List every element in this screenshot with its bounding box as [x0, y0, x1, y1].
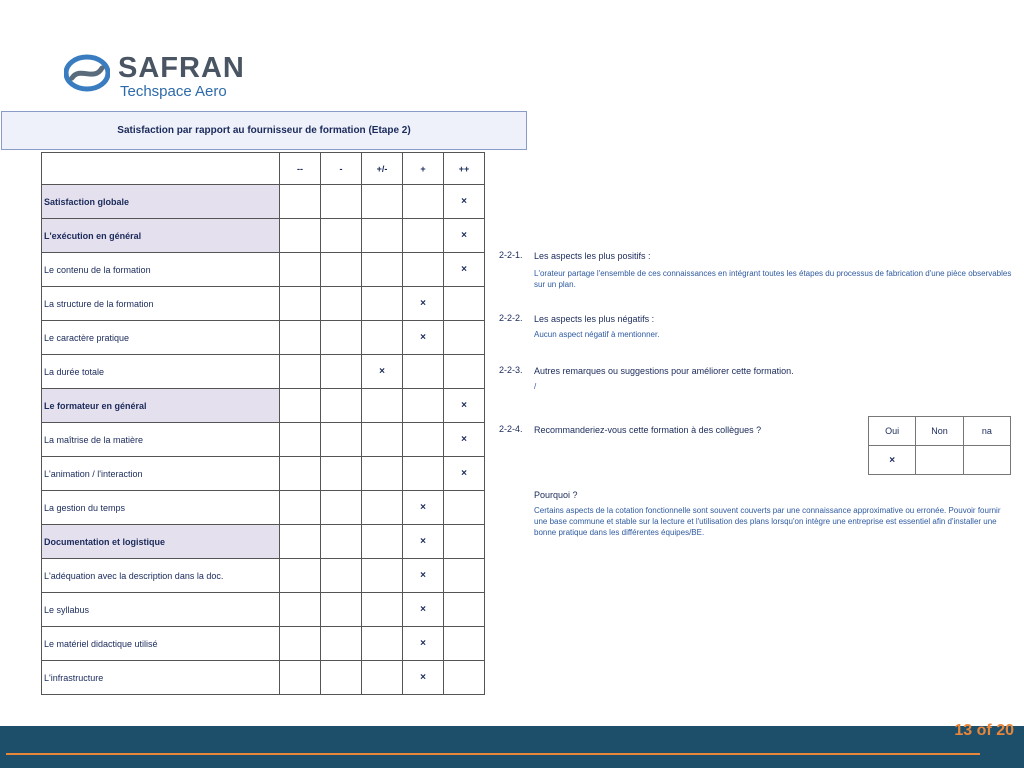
table-row: [42, 389, 485, 423]
rating-cell: ×: [444, 457, 485, 491]
rating-cell: [403, 253, 444, 287]
rating-cell: [362, 253, 403, 287]
header-very-negative: --: [280, 153, 321, 185]
rating-cell: [280, 661, 321, 695]
rating-cell: [321, 491, 362, 525]
question-title: Autres remarques ou suggestions pour améliorer cette formation.: [534, 366, 794, 376]
rating-cell: [444, 525, 485, 559]
rating-cell: [280, 253, 321, 287]
recommend-yes-header: Oui: [869, 417, 916, 446]
rating-cell: [280, 389, 321, 423]
rating-cell: ×: [403, 593, 444, 627]
rating-cell: [321, 185, 362, 219]
rating-cell: [280, 219, 321, 253]
rating-cell: [444, 593, 485, 627]
rating-cell: ×: [444, 219, 485, 253]
rating-cell: ×: [403, 491, 444, 525]
row-label: La durée totale: [42, 355, 280, 389]
rating-cell: [403, 457, 444, 491]
logo-name: SAFRAN: [118, 52, 245, 84]
rating-cell: [321, 457, 362, 491]
row-label: Le formateur en général: [42, 389, 280, 423]
rating-cell: ×: [444, 423, 485, 457]
table-row: [42, 457, 485, 491]
rating-cell: [321, 661, 362, 695]
rating-cell: [444, 287, 485, 321]
rating-cell: [362, 185, 403, 219]
rating-cell: [321, 423, 362, 457]
question-number: 2-2-1.: [499, 250, 523, 260]
table-row: [42, 321, 485, 355]
rating-cell: ×: [444, 185, 485, 219]
why-answer: Certains aspects de la cotation fonctionnelle sont souvent couverts par une connaissance approximative ou erronée. Pouvoir fournir une base commune et stable sur la lecture et l'utilisation des plans lorsqu'on intègre une entreprise est essentiel afin d'installer une bonne pratique dans les différentes équipes/BE.: [534, 506, 1001, 537]
row-label: L'exécution en général: [42, 219, 280, 253]
section-title: Satisfaction par rapport au fournisseur de formation (Etape 2): [117, 125, 411, 136]
recommend-yes-mark: ×: [869, 446, 916, 475]
rating-cell: [444, 355, 485, 389]
question-answer: L'orateur partage l'ensemble de ces connaissances en intégrant toutes les étapes du processus de fabrication d'une pièce observables sur un plan.: [534, 269, 1012, 289]
table-row: [42, 491, 485, 525]
recommend-na-mark: [963, 446, 1010, 475]
safran-logo: [64, 50, 294, 106]
rating-cell: [362, 593, 403, 627]
safran-swoosh-icon: [64, 52, 110, 94]
question-title: Recommanderiez-vous cette formation à des collègues ?: [534, 425, 762, 435]
rating-cell: [362, 287, 403, 321]
rating-cell: [444, 661, 485, 695]
question-number: 2-2-3.: [499, 365, 523, 375]
rating-cell: [362, 525, 403, 559]
rating-cell: [444, 559, 485, 593]
table-row: [42, 559, 485, 593]
satisfaction-table-body: [42, 185, 485, 695]
rating-cell: [403, 219, 444, 253]
question-title: Les aspects les plus négatifs :: [534, 314, 655, 324]
rating-cell: [280, 355, 321, 389]
footer-bar: [0, 726, 1024, 768]
header-very-positive: ++: [444, 153, 485, 185]
rating-cell: [362, 491, 403, 525]
rating-cell: [280, 627, 321, 661]
rating-cell: [362, 627, 403, 661]
header-negative: -: [321, 153, 362, 185]
recommend-header-row: [869, 417, 1011, 446]
rating-cell: ×: [403, 559, 444, 593]
recommend-answer-row: [869, 446, 1011, 475]
row-label: Documentation et logistique: [42, 525, 280, 559]
question-answer: Aucun aspect négatif à mentionner.: [534, 330, 660, 339]
recommend-no-header: Non: [916, 417, 963, 446]
footer-accent-line: [6, 753, 980, 755]
rating-cell: [321, 287, 362, 321]
rating-cell: ×: [403, 287, 444, 321]
row-label: L'animation / l'interaction: [42, 457, 280, 491]
rating-cell: [280, 593, 321, 627]
header-neutral: +/-: [362, 153, 403, 185]
rating-cell: [362, 423, 403, 457]
rating-cell: [403, 389, 444, 423]
rating-cell: [280, 457, 321, 491]
rating-cell: [444, 491, 485, 525]
rating-cell: ×: [403, 627, 444, 661]
table-row: [42, 185, 485, 219]
rating-cell: [321, 389, 362, 423]
row-label: Le matériel didactique utilisé: [42, 627, 280, 661]
row-label: La gestion du temps: [42, 491, 280, 525]
table-row: [42, 525, 485, 559]
rating-cell: [280, 423, 321, 457]
recommend-no-mark: [916, 446, 963, 475]
why-title: Pourquoi ?: [534, 490, 578, 500]
rating-cell: [321, 253, 362, 287]
rating-cell: [321, 627, 362, 661]
rating-cell: [321, 219, 362, 253]
logo-subtitle: Techspace Aero: [120, 83, 227, 100]
header-positive: +: [403, 153, 444, 185]
row-label: L'infrastructure: [42, 661, 280, 695]
rating-cell: [280, 321, 321, 355]
rating-cell: [321, 355, 362, 389]
row-label: Satisfaction globale: [42, 185, 280, 219]
page-number: 13 of 20: [954, 722, 1014, 739]
rating-cell: ×: [444, 389, 485, 423]
question-number: 2-2-4.: [499, 424, 523, 434]
rating-cell: [362, 389, 403, 423]
row-label: Le caractère pratique: [42, 321, 280, 355]
header-label-cell: [42, 153, 280, 185]
rating-cell: [444, 627, 485, 661]
rating-cell: ×: [362, 355, 403, 389]
row-label: Le syllabus: [42, 593, 280, 627]
table-row: [42, 661, 485, 695]
table-row: [42, 355, 485, 389]
satisfaction-table: [41, 152, 485, 695]
table-row: [42, 593, 485, 627]
row-label: La maîtrise de la matière: [42, 423, 280, 457]
rating-cell: [321, 593, 362, 627]
rating-cell: [321, 525, 362, 559]
rating-cell: ×: [403, 321, 444, 355]
rating-cell: [280, 525, 321, 559]
rating-cell: [280, 491, 321, 525]
table-row: [42, 287, 485, 321]
rating-cell: ×: [444, 253, 485, 287]
rating-cell: [362, 457, 403, 491]
question-number: 2-2-2.: [499, 313, 523, 323]
section-title-bar: [1, 111, 527, 150]
row-label: L'adéquation avec la description dans la doc.: [42, 559, 280, 593]
rating-cell: [280, 185, 321, 219]
table-row: [42, 627, 485, 661]
row-label: Le contenu de la formation: [42, 253, 280, 287]
row-label: La structure de la formation: [42, 287, 280, 321]
rating-cell: [362, 321, 403, 355]
rating-cell: ×: [403, 525, 444, 559]
table-row: [42, 423, 485, 457]
rating-cell: [362, 219, 403, 253]
question-answer: /: [534, 382, 537, 391]
rating-cell: [362, 661, 403, 695]
table-row: [42, 219, 485, 253]
rating-cell: [280, 287, 321, 321]
table-row: [42, 253, 485, 287]
question-title: Les aspects les plus positifs :: [534, 251, 651, 261]
recommend-table: [868, 416, 1011, 475]
recommend-na-header: na: [963, 417, 1010, 446]
rating-cell: [321, 321, 362, 355]
rating-cell: [403, 185, 444, 219]
rating-cell: [444, 321, 485, 355]
rating-cell: [362, 559, 403, 593]
rating-cell: [403, 355, 444, 389]
rating-cell: [403, 423, 444, 457]
table-header-row: [42, 153, 485, 185]
rating-cell: [321, 559, 362, 593]
rating-cell: ×: [403, 661, 444, 695]
rating-cell: [280, 559, 321, 593]
